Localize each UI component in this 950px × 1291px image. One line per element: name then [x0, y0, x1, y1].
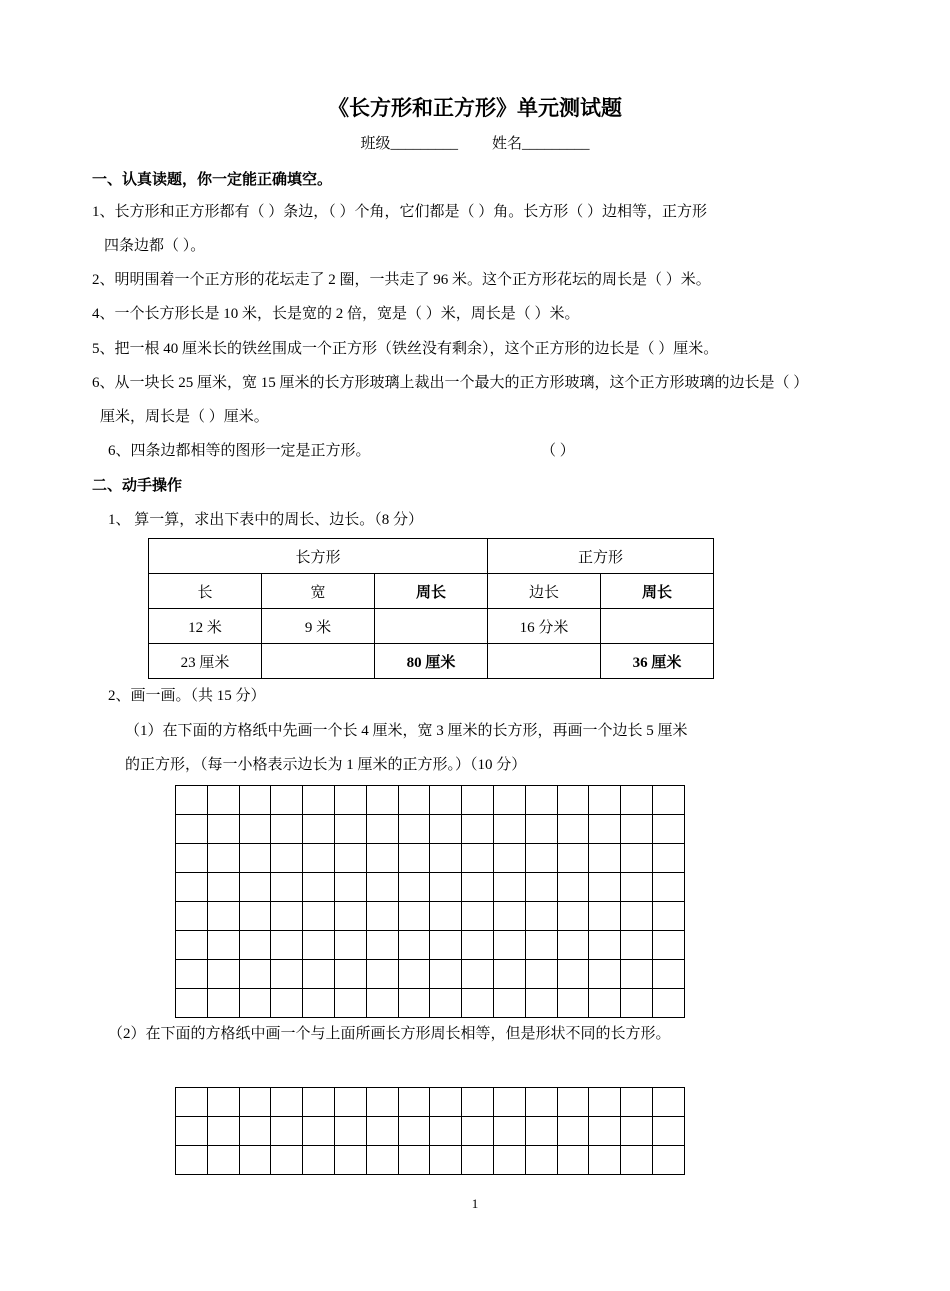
grid-cell[interactable]	[335, 989, 367, 1018]
grid-cell[interactable]	[303, 1146, 335, 1175]
grid-cell[interactable]	[462, 873, 494, 902]
grid-cell[interactable]	[176, 960, 208, 989]
grid-cell[interactable]	[494, 1088, 526, 1117]
grid-cell[interactable]	[303, 1088, 335, 1117]
grid-cell[interactable]	[399, 1117, 431, 1146]
question-5: 5、把一根 40 厘米长的铁丝围成一个正方形（铁丝没有剩余），这个正方形的边长是（ ）厘米。	[92, 341, 719, 357]
grid-cell[interactable]	[271, 1088, 303, 1117]
grid-cell[interactable]	[589, 815, 621, 844]
grid-paper-2[interactable]	[175, 1087, 685, 1175]
grid-cell[interactable]	[621, 815, 653, 844]
grid-cell[interactable]	[621, 786, 653, 815]
group-header-square: 正方形	[488, 539, 714, 574]
grid-cell[interactable]	[526, 1088, 558, 1117]
grid-cell[interactable]	[208, 873, 240, 902]
table-cell: 9 米	[262, 609, 375, 644]
question-6-line2: 厘米，周长是（ ）厘米。	[100, 409, 269, 425]
table-cell: 36 厘米	[601, 644, 714, 679]
col-header: 边长	[488, 574, 601, 609]
operation-q2: 2、画一画。（共 15 分）	[108, 688, 266, 704]
grid-cell[interactable]	[558, 931, 590, 960]
grid-cell[interactable]	[399, 1146, 431, 1175]
grid-cell[interactable]	[462, 815, 494, 844]
grid-cell[interactable]	[526, 902, 558, 931]
grid-cell[interactable]	[240, 1146, 272, 1175]
grid-cell[interactable]	[335, 873, 367, 902]
grid-cell[interactable]	[303, 873, 335, 902]
col-header: 长	[149, 574, 262, 609]
grid-cell[interactable]	[462, 1117, 494, 1146]
grid-cell[interactable]	[176, 873, 208, 902]
grid-cell[interactable]	[399, 902, 431, 931]
grid-cell[interactable]	[271, 1117, 303, 1146]
table-cell	[262, 644, 375, 679]
grid-cell[interactable]	[621, 1146, 653, 1175]
grid-cell[interactable]	[526, 960, 558, 989]
grid-cell[interactable]	[367, 1146, 399, 1175]
grid-cell[interactable]	[240, 786, 272, 815]
grid-cell[interactable]	[303, 931, 335, 960]
grid-cell[interactable]	[494, 960, 526, 989]
grid-cell[interactable]	[494, 902, 526, 931]
grid-cell[interactable]	[653, 815, 685, 844]
page-title: 《长方形和正方形》单元测试题	[328, 96, 622, 120]
grid-cell[interactable]	[526, 931, 558, 960]
grid-cell[interactable]	[430, 931, 462, 960]
grid-cell[interactable]	[462, 960, 494, 989]
grid-cell[interactable]	[558, 1088, 590, 1117]
grid-cell[interactable]	[271, 1146, 303, 1175]
perimeter-table	[148, 538, 714, 679]
grid-cell[interactable]	[653, 873, 685, 902]
grid-cell[interactable]	[367, 931, 399, 960]
grid-cell[interactable]	[494, 815, 526, 844]
grid-cell[interactable]	[494, 931, 526, 960]
grid-cell[interactable]	[335, 902, 367, 931]
grid-cell[interactable]	[653, 931, 685, 960]
operation-q2-1-line2: 的正方形，（每一小格表示边长为 1 厘米的正方形。）（10 分）	[125, 757, 527, 773]
table-cell	[601, 609, 714, 644]
grid-cell[interactable]	[335, 1088, 367, 1117]
grid-cell[interactable]	[208, 1088, 240, 1117]
grid-cell[interactable]	[589, 931, 621, 960]
grid-cell[interactable]	[176, 1146, 208, 1175]
grid-cell[interactable]	[399, 873, 431, 902]
grid-cell[interactable]	[430, 960, 462, 989]
grid-cell[interactable]	[399, 960, 431, 989]
grid-cell[interactable]	[621, 1088, 653, 1117]
grid-cell[interactable]	[399, 931, 431, 960]
grid-cell[interactable]	[367, 815, 399, 844]
grid-cell[interactable]	[462, 786, 494, 815]
grid-cell[interactable]	[653, 1117, 685, 1146]
grid-cell[interactable]	[176, 1117, 208, 1146]
grid-cell[interactable]	[621, 873, 653, 902]
grid-cell[interactable]	[430, 815, 462, 844]
grid-cell[interactable]	[558, 1146, 590, 1175]
col-header: 周长	[601, 574, 714, 609]
grid-cell[interactable]	[653, 960, 685, 989]
grid-cell[interactable]	[494, 844, 526, 873]
grid-cell[interactable]	[430, 873, 462, 902]
col-header: 宽	[262, 574, 375, 609]
grid-cell[interactable]	[399, 815, 431, 844]
question-6-line1: 6、从一块长 25 厘米，宽 15 厘米的长方形玻璃上裁出一个最大的正方形玻璃，这个正方形玻璃的边长是（ ）	[92, 375, 809, 391]
grid-cell[interactable]	[303, 1117, 335, 1146]
grid-cell[interactable]	[558, 815, 590, 844]
grid-cell[interactable]	[303, 844, 335, 873]
grid-cell[interactable]	[430, 989, 462, 1018]
grid-cell[interactable]	[367, 844, 399, 873]
grid-cell[interactable]	[240, 873, 272, 902]
grid-cell[interactable]	[271, 786, 303, 815]
grid-cell[interactable]	[462, 902, 494, 931]
grid-cell[interactable]	[558, 902, 590, 931]
grid-cell[interactable]	[208, 844, 240, 873]
grid-cell[interactable]	[303, 902, 335, 931]
operation-q2-2: （2）在下面的方格纸中画一个与上面所画长方形周长相等，但是形状不同的长方形。	[108, 1026, 671, 1042]
operation-q2-1-line1: （1）在下面的方格纸中先画一个长 4 厘米，宽 3 厘米的长方形，再画一个边长 5 厘米	[125, 723, 688, 739]
grid-cell[interactable]	[176, 1088, 208, 1117]
question-4: 4、一个长方形长是 10 米，长是宽的 2 倍，宽是（ ）米，周长是（ ）米。	[92, 306, 580, 322]
grid-cell[interactable]	[621, 989, 653, 1018]
grid-cell[interactable]	[462, 844, 494, 873]
grid-cell[interactable]	[526, 1146, 558, 1175]
grid-cell[interactable]	[240, 1117, 272, 1146]
table-row	[149, 609, 714, 644]
grid-cell[interactable]	[208, 1146, 240, 1175]
table-cell: 80 厘米	[375, 644, 488, 679]
name-field: 姓名_________	[492, 136, 590, 152]
grid-cell[interactable]	[335, 844, 367, 873]
grid-cell[interactable]	[558, 989, 590, 1018]
grid-cell[interactable]	[335, 1146, 367, 1175]
grid-cell[interactable]	[335, 960, 367, 989]
question-6b: 6、四条边都相等的图形一定是正方形。	[108, 443, 371, 459]
grid-cell[interactable]	[494, 786, 526, 815]
grid-cell[interactable]	[303, 960, 335, 989]
grid-cell[interactable]	[303, 815, 335, 844]
grid-cell[interactable]	[653, 786, 685, 815]
page-number: 1	[471, 1196, 479, 1211]
question-1-line1: 1、长方形和正方形都有（ ）条边，（ ）个角，它们都是（ ）角。长方形（ ）边相等，正方形	[92, 204, 708, 220]
grid-cell[interactable]	[271, 989, 303, 1018]
student-info	[0, 132, 950, 153]
grid-cell[interactable]	[430, 844, 462, 873]
grid-cell[interactable]	[589, 902, 621, 931]
question-1-line2: 四条边都（ ）。	[104, 238, 206, 254]
grid-cell[interactable]	[653, 844, 685, 873]
table-cell: 12 米	[149, 609, 262, 644]
grid-cell[interactable]	[430, 786, 462, 815]
grid-cell[interactable]	[494, 1117, 526, 1146]
grid-cell[interactable]	[462, 1146, 494, 1175]
grid-cell[interactable]	[558, 786, 590, 815]
table-cell: 23 厘米	[149, 644, 262, 679]
grid-cell[interactable]	[303, 786, 335, 815]
grid-cell[interactable]	[335, 815, 367, 844]
grid-cell[interactable]	[558, 844, 590, 873]
grid-cell[interactable]	[208, 960, 240, 989]
grid-cell[interactable]	[367, 960, 399, 989]
grid-cell[interactable]	[430, 1117, 462, 1146]
grid-cell[interactable]	[589, 1146, 621, 1175]
grid-cell[interactable]	[621, 960, 653, 989]
grid-cell[interactable]	[367, 902, 399, 931]
grid-cell[interactable]	[240, 931, 272, 960]
grid-cell[interactable]	[271, 931, 303, 960]
table-cell	[375, 609, 488, 644]
grid-cell[interactable]	[589, 786, 621, 815]
grid-cell[interactable]	[653, 1146, 685, 1175]
grid-cell[interactable]	[208, 815, 240, 844]
grid-cell[interactable]	[621, 902, 653, 931]
grid-cell[interactable]	[526, 989, 558, 1018]
grid-cell[interactable]	[430, 1088, 462, 1117]
grid-cell[interactable]	[176, 815, 208, 844]
grid-cell[interactable]	[558, 873, 590, 902]
grid-cell[interactable]	[176, 989, 208, 1018]
grid-cell[interactable]	[240, 844, 272, 873]
grid-cell[interactable]	[208, 902, 240, 931]
grid-cell[interactable]	[462, 989, 494, 1018]
grid-cell[interactable]	[240, 815, 272, 844]
grid-cell[interactable]	[558, 960, 590, 989]
operation-q1: 1、 算一算，求出下表中的周长、边长。（8 分）	[108, 512, 424, 528]
grid-cell[interactable]	[462, 931, 494, 960]
grid-cell[interactable]	[589, 960, 621, 989]
grid-cell[interactable]	[494, 873, 526, 902]
grid-cell[interactable]	[303, 989, 335, 1018]
table-cell: 16 分米	[488, 609, 601, 644]
grid-cell[interactable]	[240, 989, 272, 1018]
grid-cell[interactable]	[335, 1117, 367, 1146]
grid-cell[interactable]	[653, 1088, 685, 1117]
grid-cell[interactable]	[589, 1088, 621, 1117]
grid-cell[interactable]	[367, 873, 399, 902]
question-2: 2、明明围着一个正方形的花坛走了 2 圈，一共走了 96 米。这个正方形花坛的周长是（ ）米。	[92, 272, 711, 288]
grid-cell[interactable]	[271, 960, 303, 989]
grid-cell[interactable]	[399, 1088, 431, 1117]
grid-cell[interactable]	[621, 844, 653, 873]
true-false-bracket: （ ）	[541, 443, 575, 459]
grid-cell[interactable]	[526, 815, 558, 844]
grid-cell[interactable]	[240, 902, 272, 931]
grid-cell[interactable]	[494, 989, 526, 1018]
grid-cell[interactable]	[176, 786, 208, 815]
class-field: 班级_________	[360, 136, 458, 152]
grid-cell[interactable]	[240, 960, 272, 989]
grid-cell[interactable]	[367, 1117, 399, 1146]
grid-cell[interactable]	[335, 931, 367, 960]
grid-cell[interactable]	[176, 931, 208, 960]
grid-cell[interactable]	[653, 989, 685, 1018]
grid-cell[interactable]	[430, 1146, 462, 1175]
grid-cell[interactable]	[526, 873, 558, 902]
grid-cell[interactable]	[621, 1117, 653, 1146]
grid-cell[interactable]	[399, 989, 431, 1018]
grid-cell[interactable]	[176, 902, 208, 931]
section1-heading: 一、认真读题，你一定能正确填空。	[92, 172, 333, 188]
grid-cell[interactable]	[240, 1088, 272, 1117]
grid-cell[interactable]	[208, 989, 240, 1018]
grid-cell[interactable]	[558, 1117, 590, 1146]
grid-cell[interactable]	[271, 815, 303, 844]
grid-cell[interactable]	[399, 786, 431, 815]
grid-cell[interactable]	[589, 1117, 621, 1146]
grid-cell[interactable]	[335, 786, 367, 815]
grid-paper-1[interactable]	[175, 785, 685, 1018]
grid-cell[interactable]	[526, 1117, 558, 1146]
grid-cell[interactable]	[271, 873, 303, 902]
grid-cell[interactable]	[589, 989, 621, 1018]
table-cell	[488, 644, 601, 679]
grid-cell[interactable]	[653, 902, 685, 931]
grid-cell[interactable]	[589, 844, 621, 873]
section2-heading: 二、动手操作	[92, 478, 183, 494]
grid-cell[interactable]	[367, 989, 399, 1018]
grid-cell[interactable]	[621, 931, 653, 960]
grid-cell[interactable]	[208, 931, 240, 960]
col-header: 周长	[375, 574, 488, 609]
grid-cell[interactable]	[176, 844, 208, 873]
grid-cell[interactable]	[208, 786, 240, 815]
grid-cell[interactable]	[399, 844, 431, 873]
grid-cell[interactable]	[462, 1088, 494, 1117]
grid-cell[interactable]	[208, 1117, 240, 1146]
grid-cell[interactable]	[271, 902, 303, 931]
grid-cell[interactable]	[367, 1088, 399, 1117]
grid-cell[interactable]	[271, 844, 303, 873]
grid-cell[interactable]	[526, 844, 558, 873]
grid-cell[interactable]	[526, 786, 558, 815]
table-row	[149, 644, 714, 679]
grid-cell[interactable]	[589, 873, 621, 902]
group-header-rectangle: 长方形	[149, 539, 488, 574]
grid-cell[interactable]	[367, 786, 399, 815]
grid-cell[interactable]	[430, 902, 462, 931]
grid-cell[interactable]	[494, 1146, 526, 1175]
